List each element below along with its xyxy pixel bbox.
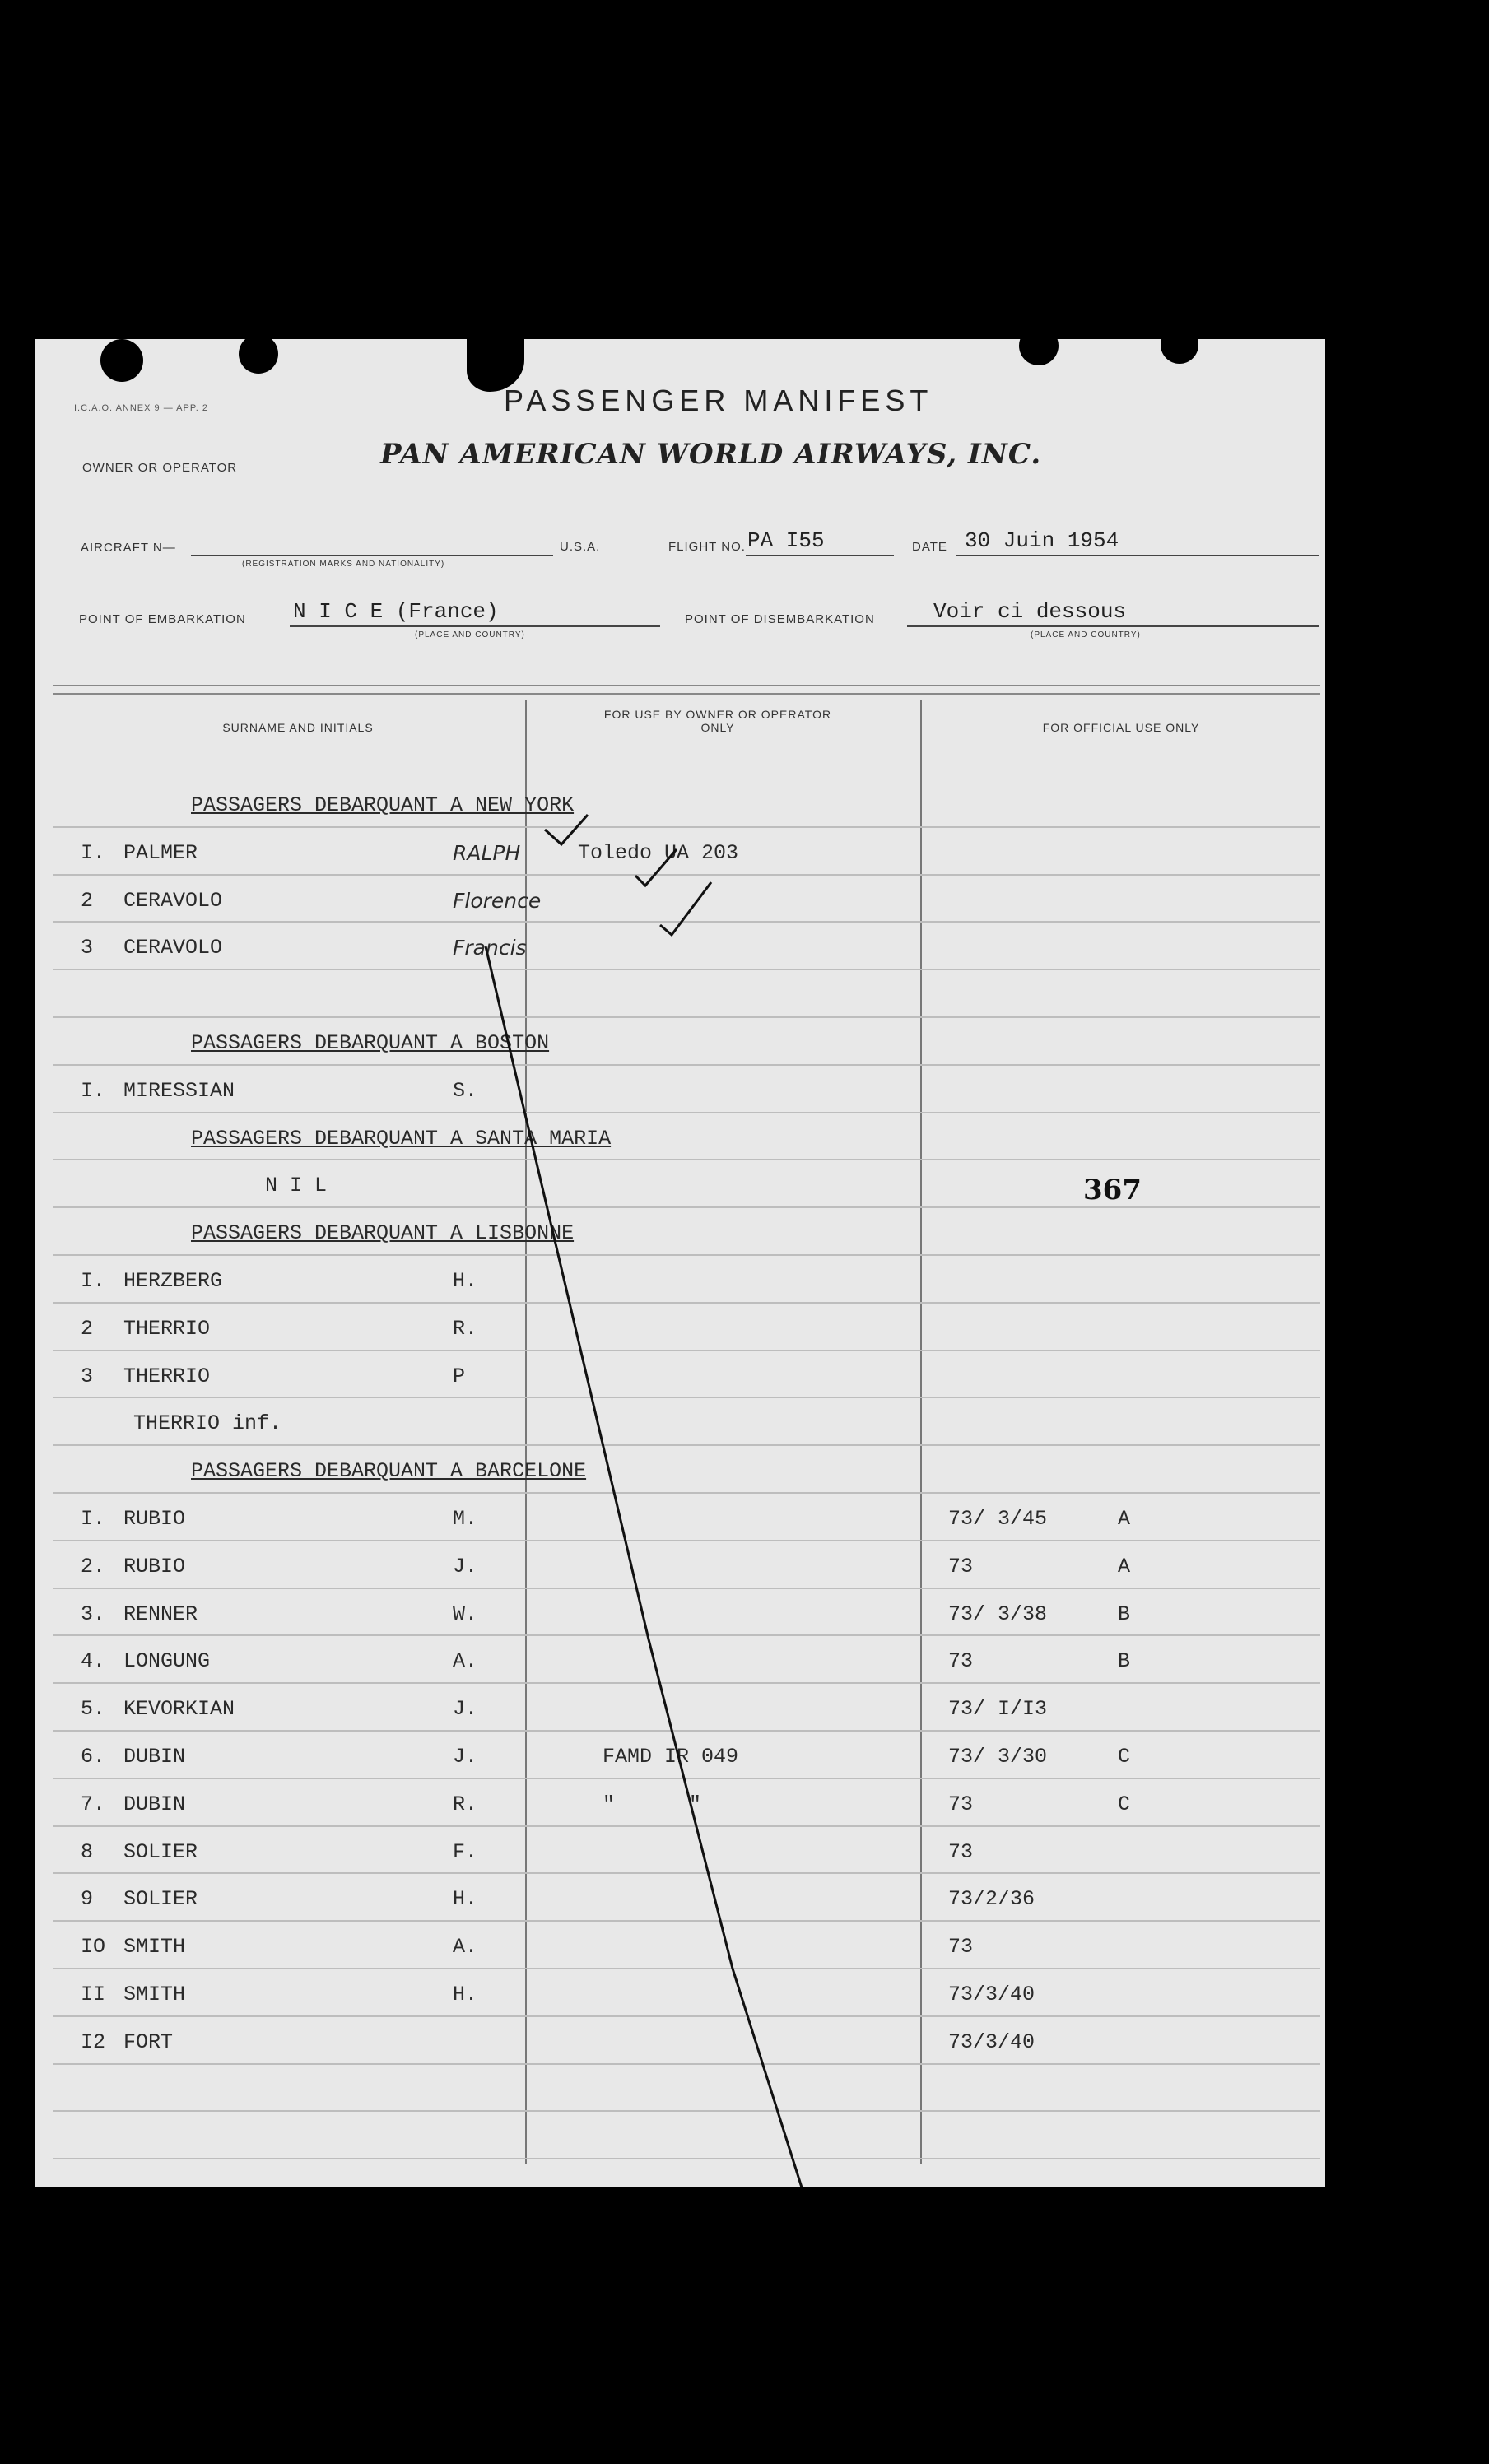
operator-name: PAN AMERICAN WORLD AIRWAYS, INC. [380, 438, 1042, 471]
passenger-number: 7. [81, 1792, 106, 1816]
row-rule [53, 1206, 1320, 1208]
row-rule [53, 2015, 1320, 2017]
official-entry: 73 [948, 1935, 974, 1960]
row-rule [53, 1778, 1320, 1779]
official-entry: 73/3/40 [948, 2029, 1035, 2054]
checkmark-3 [660, 882, 711, 935]
passenger-number: 5. [81, 1697, 106, 1722]
owner-note: FAMD IR 049 [603, 1745, 739, 1769]
nil-entry: N I L [265, 1174, 328, 1198]
row-rule [53, 1920, 1320, 1922]
section-heading: PASSAGERS DEBARQUANT A BOSTON [191, 1031, 550, 1055]
embark-underline [290, 625, 660, 627]
official-entry: 73/ 3/45 [948, 1507, 1048, 1531]
passenger-number: 3 [81, 936, 94, 960]
header-rule [53, 685, 1320, 686]
passenger-initials: RALPH [453, 840, 521, 865]
column-divider [920, 700, 922, 2164]
passenger-initials: H. [453, 1983, 478, 2006]
official-entry: 73/ 3/38 [948, 1602, 1048, 1626]
form-id: I.C.A.O. ANNEX 9 — APP. 2 [74, 403, 208, 413]
passenger-surname: DUBIN [123, 1745, 186, 1769]
official-entry: 73/2/36 [948, 1887, 1035, 1912]
passenger-surname: PALMER [123, 840, 198, 865]
row-rule [53, 1492, 1320, 1494]
passenger-surname: RUBIO [123, 1554, 186, 1578]
passenger-surname: LONGUNG [123, 1649, 211, 1674]
official-class: A [1118, 1554, 1131, 1578]
row-rule [53, 1350, 1320, 1351]
passenger-initials: J. [453, 1554, 478, 1578]
passenger-surname: RUBIO [123, 1507, 186, 1531]
punch-hole [1019, 339, 1059, 365]
column-divider [525, 700, 527, 2164]
passenger-initials: J. [453, 1745, 478, 1769]
owner-label: OWNER OR OPERATOR [82, 461, 238, 475]
disembark-place-note: (PLACE AND COUNTRY) [1031, 630, 1141, 639]
section-heading: PASSAGERS DEBARQUANT A BARCELONE [191, 1459, 587, 1484]
passenger-surname: SOLIER [123, 1887, 198, 1912]
official-entry: 73/ 3/30 [948, 1745, 1048, 1769]
official-stamp-number: 367 [1083, 1174, 1142, 1206]
passenger-number: I2 [81, 2029, 106, 2054]
passenger-number: 4. [81, 1649, 106, 1674]
row-rule [53, 874, 1320, 876]
col-header-surname: SURNAME AND INITIALS [222, 721, 374, 734]
row-rule [53, 1064, 1320, 1066]
passenger-number: II [81, 1983, 106, 2006]
embark-label: POINT OF EMBARKATION [79, 612, 246, 626]
embark-place-note: (PLACE AND COUNTRY) [415, 630, 525, 639]
row-rule [53, 1872, 1320, 1874]
col-header-official: FOR OFFICIAL USE ONLY [1042, 721, 1200, 734]
section-heading: PASSAGERS DEBARQUANT A LISBONNE [191, 1221, 575, 1246]
manifest-sheet [35, 339, 1325, 2187]
official-class: B [1118, 1649, 1131, 1674]
passenger-initials: J. [453, 1697, 478, 1722]
official-class: C [1118, 1745, 1131, 1769]
owner-note: Toledo UA 203 [578, 840, 739, 865]
section-heading: PASSAGERS DEBARQUANT A SANTA MARIA [191, 1126, 612, 1151]
passenger-initials: H. [453, 1269, 478, 1293]
passenger-number: I. [81, 1078, 106, 1103]
passenger-surname: THERRIO [123, 1364, 211, 1388]
row-rule [53, 1397, 1320, 1398]
passenger-number: 2 [81, 1316, 94, 1341]
passenger-surname: CERAVOLO [123, 936, 223, 960]
passenger-number: 2 [81, 888, 94, 913]
passenger-initials: Francis [453, 936, 527, 960]
official-entry: 73 [948, 1792, 974, 1816]
passenger-number: I. [81, 840, 106, 865]
passenger-surname: HERZBERG [123, 1269, 223, 1293]
registration-note: (REGISTRATION MARKS AND NATIONALITY) [242, 560, 445, 569]
passenger-surname: SMITH [123, 1935, 186, 1960]
row-rule [53, 1825, 1320, 1827]
checkmark-1 [545, 815, 588, 844]
official-class: A [1118, 1507, 1131, 1531]
disembark-underline [907, 625, 1319, 627]
passenger-surname: THERRIO [123, 1316, 211, 1341]
punch-hole [100, 339, 143, 382]
passenger-initials: S. [453, 1078, 478, 1103]
row-rule [53, 1112, 1320, 1113]
passenger-number: 8 [81, 1839, 94, 1864]
passenger-initials: R. [453, 1792, 478, 1816]
header-rule [53, 693, 1320, 695]
passenger-initials: M. [453, 1507, 478, 1531]
date-underline [956, 555, 1319, 556]
flight-date: 30 Juin 1954 [965, 528, 1119, 553]
nationality: U.S.A. [560, 540, 601, 554]
passenger-surname: RENNER [123, 1602, 198, 1626]
passenger-surname: MIRESSIAN [123, 1078, 235, 1103]
date-label: DATE [912, 540, 947, 554]
row-rule [53, 969, 1320, 970]
passenger-number: I. [81, 1269, 106, 1293]
passenger-number: 9 [81, 1887, 94, 1912]
row-rule [53, 1302, 1320, 1304]
official-entry: 73 [948, 1554, 974, 1578]
passenger-surname: CERAVOLO [123, 888, 223, 913]
row-rule [53, 1634, 1320, 1636]
passenger-initials: R. [453, 1316, 478, 1341]
punch-hole [239, 339, 278, 374]
passenger-number: IO [81, 1935, 106, 1960]
disembark-place: Voir ci dessous [933, 599, 1127, 624]
official-entry: 73/3/40 [948, 1983, 1035, 2006]
passenger-number: 3. [81, 1602, 106, 1626]
punch-hole [1161, 339, 1198, 364]
row-rule [53, 826, 1320, 828]
col-header-owner: FOR USE BY OWNER OR OPERATOR ONLY [603, 708, 832, 734]
aircraft-underline [191, 555, 553, 556]
row-rule [53, 1540, 1320, 1541]
flight-underline [746, 555, 894, 556]
flight-number: PA I55 [747, 528, 825, 553]
row-rule [53, 2110, 1320, 2112]
passenger-number: 6. [81, 1745, 106, 1769]
official-entry: 73 [948, 1649, 974, 1674]
official-class: B [1118, 1602, 1131, 1626]
passenger-initials: A. [453, 1649, 478, 1674]
disembark-label: POINT OF DISEMBARKATION [685, 612, 875, 626]
owner-note: " " [603, 1792, 702, 1816]
official-entry: 73 [948, 1839, 974, 1864]
passenger-initials: H. [453, 1887, 478, 1912]
flight-label: FLIGHT NO. [668, 540, 746, 554]
passenger-surname: SOLIER [123, 1839, 198, 1864]
row-rule [53, 1682, 1320, 1684]
passenger-initials: A. [453, 1935, 478, 1960]
row-rule [53, 1730, 1320, 1732]
row-rule [53, 1016, 1320, 1018]
row-rule [53, 1254, 1320, 1256]
passenger-initials: F. [453, 1839, 478, 1864]
passenger-number: 3 [81, 1364, 94, 1388]
aircraft-label: AIRCRAFT N— [81, 541, 176, 555]
row-rule [53, 921, 1320, 923]
official-entry: 73/ I/I3 [948, 1697, 1048, 1722]
row-rule [53, 2063, 1320, 2065]
passenger-initials: P [453, 1364, 466, 1388]
passenger-initials: W. [453, 1602, 478, 1626]
passenger-surname: SMITH [123, 1983, 186, 2006]
row-rule [53, 2158, 1320, 2159]
passenger-surname: FORT [123, 2029, 174, 2054]
passenger-initials: Florence [453, 888, 542, 913]
passenger-surname: KEVORKIAN [123, 1697, 235, 1722]
official-class: C [1118, 1792, 1131, 1816]
embark-place: N I C E (France) [293, 599, 499, 624]
row-rule [53, 1588, 1320, 1589]
row-rule [53, 1444, 1320, 1446]
row-rule [53, 1159, 1320, 1160]
manifest-title: PASSENGER MANIFEST [504, 384, 933, 417]
passenger-surname: THERRIO inf. [133, 1411, 282, 1436]
passenger-surname: DUBIN [123, 1792, 186, 1816]
passenger-number: 2. [81, 1554, 106, 1578]
row-rule [53, 1968, 1320, 1969]
passenger-number: I. [81, 1507, 106, 1531]
section-heading: PASSAGERS DEBARQUANT A NEW YORK [191, 793, 575, 817]
